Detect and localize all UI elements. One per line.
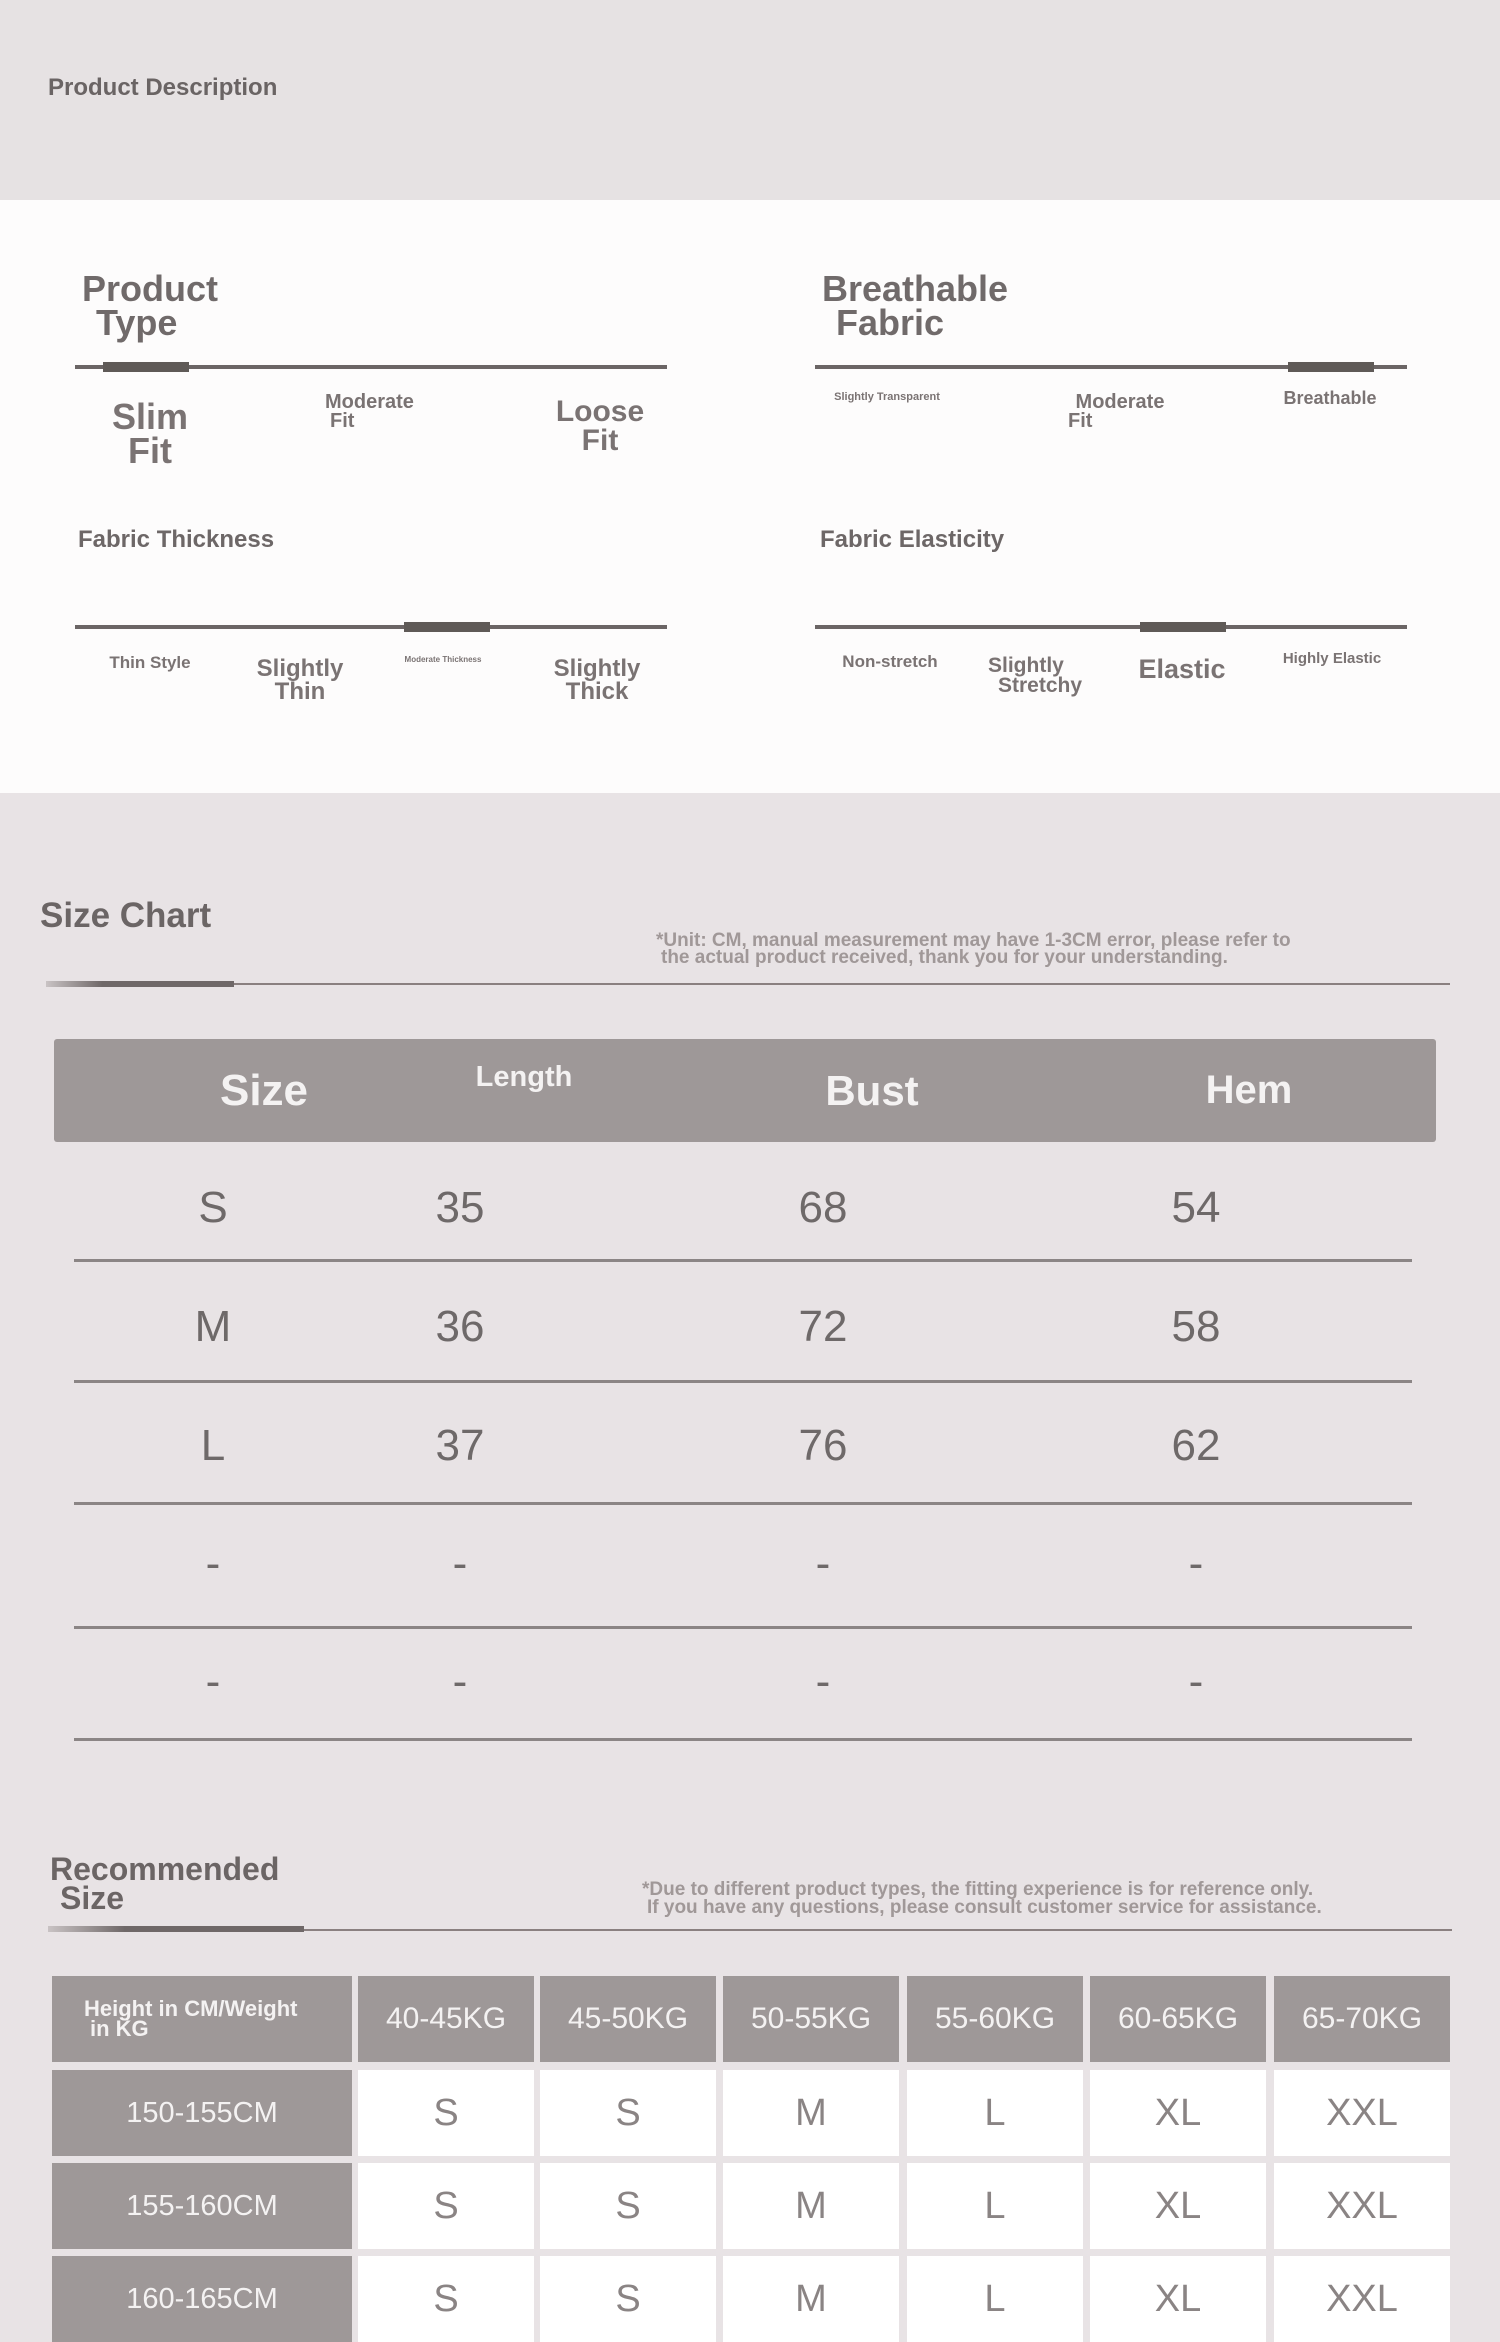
recommended-size-cell: L xyxy=(907,2256,1083,2342)
recommended-size-cell: XL xyxy=(1090,2163,1266,2249)
option-highly-elastic: Highly Elastic xyxy=(1282,650,1382,667)
option-slightly-stretchy: Slightly Stretchy xyxy=(988,654,1083,697)
recommended-rule-accent xyxy=(48,1926,304,1932)
size-table-header xyxy=(54,1039,1436,1142)
size-cell: - xyxy=(1188,1539,1204,1588)
recommended-size-cell: XL xyxy=(1090,2256,1266,2342)
size-cell: 68 xyxy=(798,1183,848,1232)
weight-header: 60-65KG xyxy=(1090,1976,1266,2062)
size-cell: S xyxy=(198,1183,228,1232)
size-chart-note: *Unit: CM, manual measurement may have 1-3CM error, please refer to the actual product received, thank you for your understanding. xyxy=(656,930,1291,968)
length-col-header: Length xyxy=(475,1061,573,1093)
size-cell: - xyxy=(1188,1657,1204,1706)
option-moderate-thickness: Moderate Thickness xyxy=(404,655,482,664)
recommended-size-cell: M xyxy=(723,2256,899,2342)
product-type-title: Product Type xyxy=(82,268,219,344)
size-cell: - xyxy=(815,1539,831,1588)
recommended-note: *Due to different product types, the fitting experience is for reference only. If you have any questions, please consult customer service for assistance. xyxy=(642,1879,1322,1918)
recommended-size-cell: S xyxy=(358,2070,534,2156)
recommended-size-cell: L xyxy=(907,2163,1083,2249)
option-slightly-thick: Slightly Thick xyxy=(553,655,641,705)
size-chart-title: Size Chart xyxy=(40,896,212,935)
size-cell: 62 xyxy=(1171,1421,1221,1470)
height-row-header: 155-160CM xyxy=(52,2163,352,2249)
elasticity-marker xyxy=(1140,622,1226,632)
size-cell: 72 xyxy=(798,1302,848,1351)
option-slightly-thin: Slightly Thin xyxy=(256,655,344,705)
option-slim-fit: Slim Fit xyxy=(111,396,189,472)
size-cell: M xyxy=(194,1302,232,1351)
height-row-header: 150-155CM xyxy=(52,2070,352,2156)
recommended-size-cell: S xyxy=(540,2070,716,2156)
recommended-size-cell: S xyxy=(540,2163,716,2249)
row-divider xyxy=(74,1380,1412,1383)
weight-header: 55-60KG xyxy=(907,1976,1083,2062)
option-moderate-fit-2: Moderate Fit xyxy=(1068,391,1165,432)
weight-header: 50-55KG xyxy=(723,1976,899,2062)
recommended-size-cell: S xyxy=(540,2256,716,2342)
header-band xyxy=(0,0,1500,200)
height-weight-corner: Height in CM/Weight in KG xyxy=(52,1976,352,2062)
size-cell: 76 xyxy=(798,1421,848,1470)
height-row-header: 160-165CM xyxy=(52,2256,352,2342)
size-cell: - xyxy=(205,1657,221,1706)
row-divider xyxy=(74,1502,1412,1505)
bust-col-header: Bust xyxy=(825,1066,919,1114)
attributes-panel xyxy=(0,200,1500,793)
size-cell: 37 xyxy=(435,1421,485,1470)
recommended-size-cell: XL xyxy=(1090,2070,1266,2156)
size-cell: 58 xyxy=(1171,1302,1221,1351)
weight-header: 65-70KG xyxy=(1274,1976,1450,2062)
option-thin-style: Thin Style xyxy=(109,653,191,672)
product-type-marker xyxy=(103,362,189,372)
size-cell: - xyxy=(452,1657,468,1706)
recommended-size-cell: M xyxy=(723,2163,899,2249)
option-moderate-fit: Moderate Fit xyxy=(325,391,414,432)
option-slightly-transparent: Slightly Transparent xyxy=(834,391,940,403)
recommended-size-cell: L xyxy=(907,2070,1083,2156)
row-divider xyxy=(74,1626,1412,1629)
size-cell: 54 xyxy=(1171,1183,1221,1232)
recommended-size-cell: S xyxy=(358,2163,534,2249)
size-cell: - xyxy=(205,1539,221,1588)
size-chart-rule-accent xyxy=(46,981,234,987)
elasticity-title: Fabric Elasticity xyxy=(820,526,1005,553)
option-loose-fit: Loose Fit xyxy=(555,395,645,457)
recommended-size-cell: M xyxy=(723,2070,899,2156)
breathable-marker xyxy=(1288,362,1374,372)
option-breathable: Breathable xyxy=(1283,388,1377,408)
recommended-size-cell: XXL xyxy=(1274,2163,1450,2249)
row-divider xyxy=(74,1738,1412,1741)
hem-col-header: Hem xyxy=(1205,1068,1293,1112)
recommended-size-cell: XXL xyxy=(1274,2070,1450,2156)
recommended-title: Recommended Size xyxy=(50,1851,280,1917)
size-chart-rule xyxy=(46,983,1450,985)
size-cell: - xyxy=(815,1657,831,1706)
recommended-size-cell: XXL xyxy=(1274,2256,1450,2342)
weight-header: 45-50KG xyxy=(540,1976,716,2062)
thickness-scale xyxy=(75,625,667,629)
size-cell: 36 xyxy=(435,1302,485,1351)
size-col-header: Size xyxy=(219,1065,309,1115)
recommended-size-cell: S xyxy=(358,2256,534,2342)
option-non-stretch: Non-stretch xyxy=(842,652,938,671)
page-title: Product Description xyxy=(48,74,278,101)
size-cell: 35 xyxy=(435,1183,485,1232)
size-cell: - xyxy=(452,1539,468,1588)
weight-header: 40-45KG xyxy=(358,1976,534,2062)
row-divider xyxy=(74,1259,1412,1262)
thickness-title: Fabric Thickness xyxy=(78,526,275,553)
option-elastic: Elastic xyxy=(1138,654,1226,684)
size-cell: L xyxy=(200,1421,226,1470)
thickness-marker xyxy=(404,622,490,632)
elasticity-scale xyxy=(815,625,1407,629)
breathable-title: Breathable Fabric xyxy=(822,268,1009,344)
